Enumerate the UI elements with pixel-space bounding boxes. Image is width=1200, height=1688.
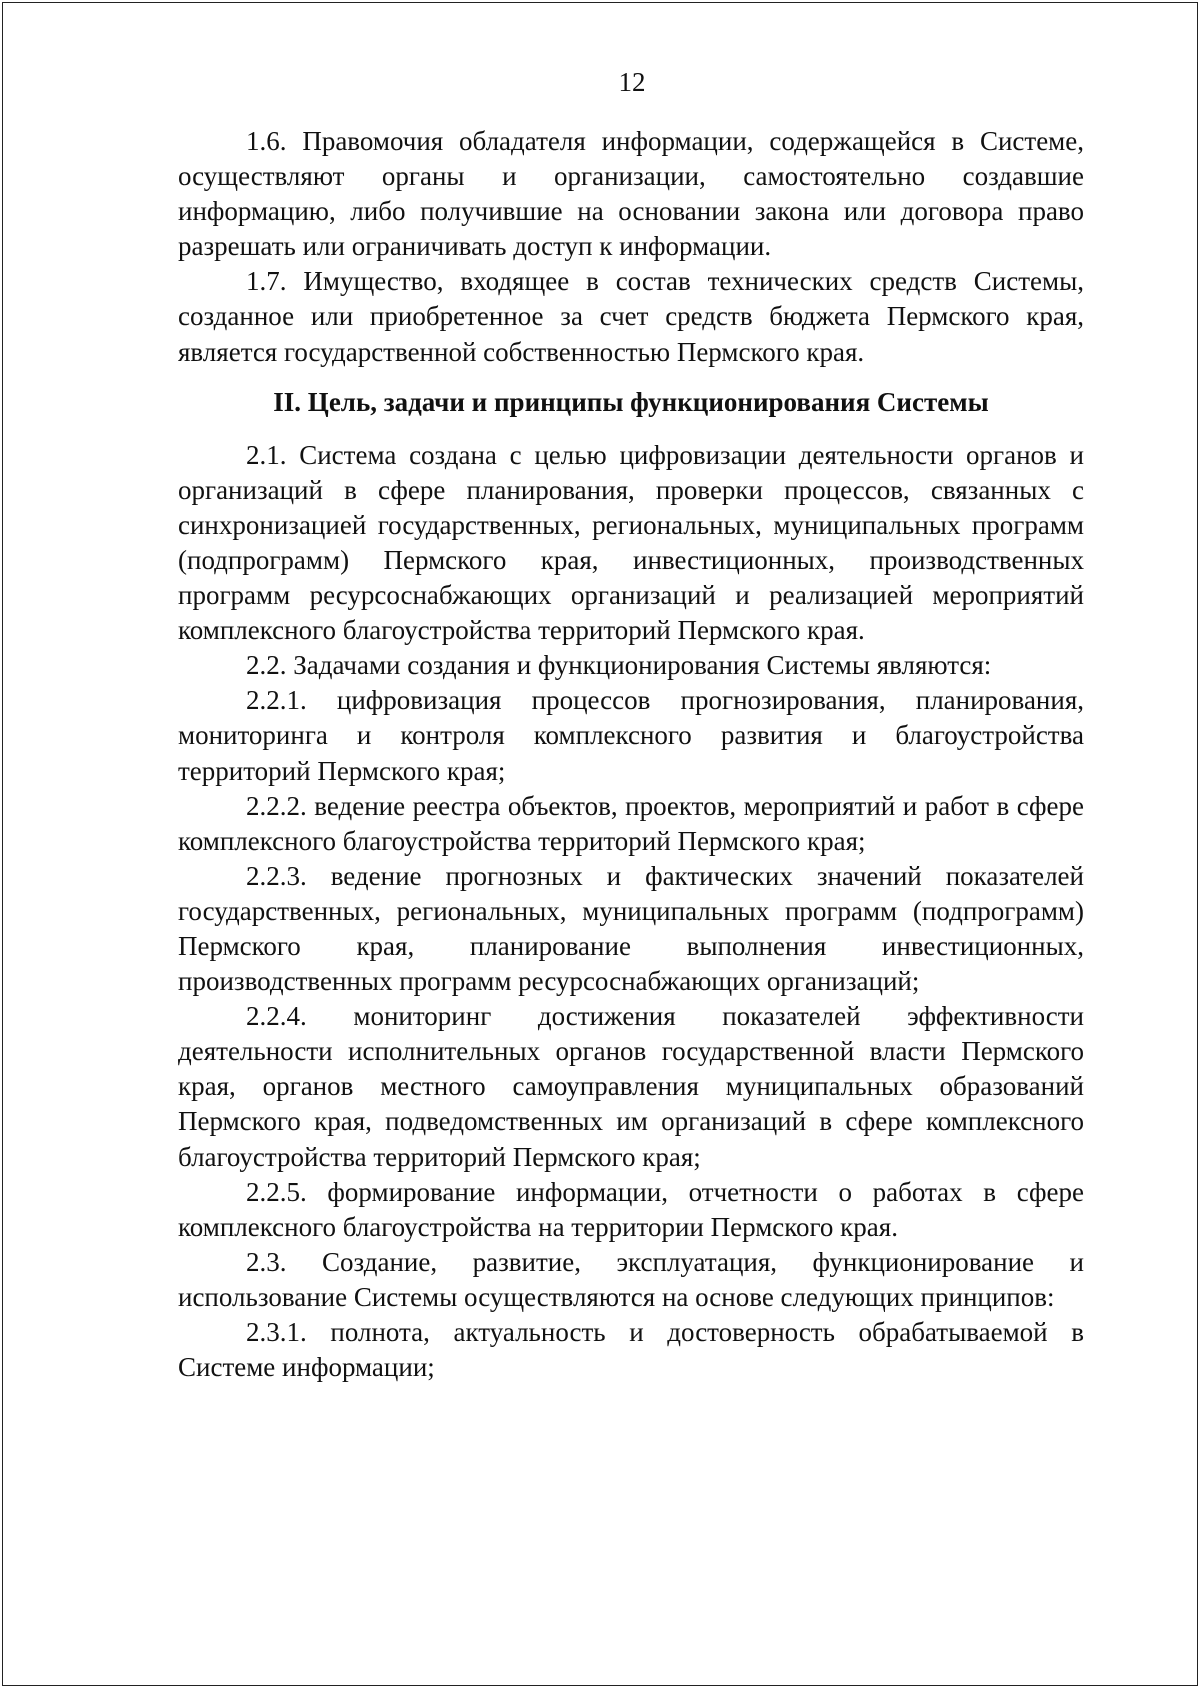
- paragraph-2-3-1: 2.3.1. полнота, актуальность и достоверность обрабатываемой в Системе информации;: [178, 1317, 1084, 1383]
- paragraph-2-2-4: 2.2.4. мониторинг достижения показателей эффективности деятельности исполнительных органов государственной власти Пермского края, органов местного самоуправления муниципальных образований Пермского края, подведомственных им организаций в сфере комплексного благоустройства территорий Пермского края;: [178, 1001, 1084, 1172]
- document-body: [178, 124, 1084, 1385]
- paragraph-2-1: 2.1. Система создана с целью цифровизации деятельности органов и организаций в сфере планирования, проверки процессов, связанных с синхронизацией государственных, региональных, муниципальных программ (подпрограмм) Пермского края, инвестиционных, производственных программ ресурсоснабжающих организаций и реализацией мероприятий комплексного благоустройства территорий Пермского края.: [178, 439, 1084, 646]
- paragraph-1-6: 1.6. Правомочия обладателя информации, содержащейся в Системе, осуществляют органы и организации, самостоятельно создавшие информацию, либо получившие на основании закона или договора право разрешать или ограничивать доступ к информации.: [178, 126, 1084, 262]
- paragraph-2-3: 2.3. Создание, развитие, эксплуатация, функционирование и использование Системы осуществляются на основе следующих принципов:: [178, 1246, 1084, 1312]
- paragraph-2-2-2: 2.2.2. ведение реестра объектов, проектов, мероприятий и работ в сфере комплексного благоустройства территорий Пермского края;: [178, 790, 1084, 856]
- section-heading: II. Цель, задачи и принципы функционирования Системы: [273, 386, 989, 417]
- paragraph-2-2: 2.2. Задачами создания и функционирования Системы являются:: [246, 650, 992, 681]
- paragraph-2-2-1: 2.2.1. цифровизация процессов прогнозирования, планирования, мониторинга и контроля комплексного развития и благоустройства территорий Пермского края;: [178, 685, 1084, 786]
- page-number: 12: [618, 67, 646, 97]
- paragraph-2-2-3: 2.2.3. ведение прогнозных и фактических значений показателей государственных, региональных, муниципальных программ (подпрограмм) Пермского края, планирование выполнения инвестиционных, производственных программ ресурсоснабжающих организаций;: [178, 860, 1084, 997]
- paragraph-2-2-5: 2.2.5. формирование информации, отчетности о работах в сфере комплексного благоустройства на территории Пермского края.: [178, 1176, 1084, 1242]
- paragraph-1-7: 1.7. Имущество, входящее в состав технических средств Системы, созданное или приобретенное за счет средств бюджета Пермского края, является государственной собственностью Пермского края.: [178, 266, 1084, 367]
